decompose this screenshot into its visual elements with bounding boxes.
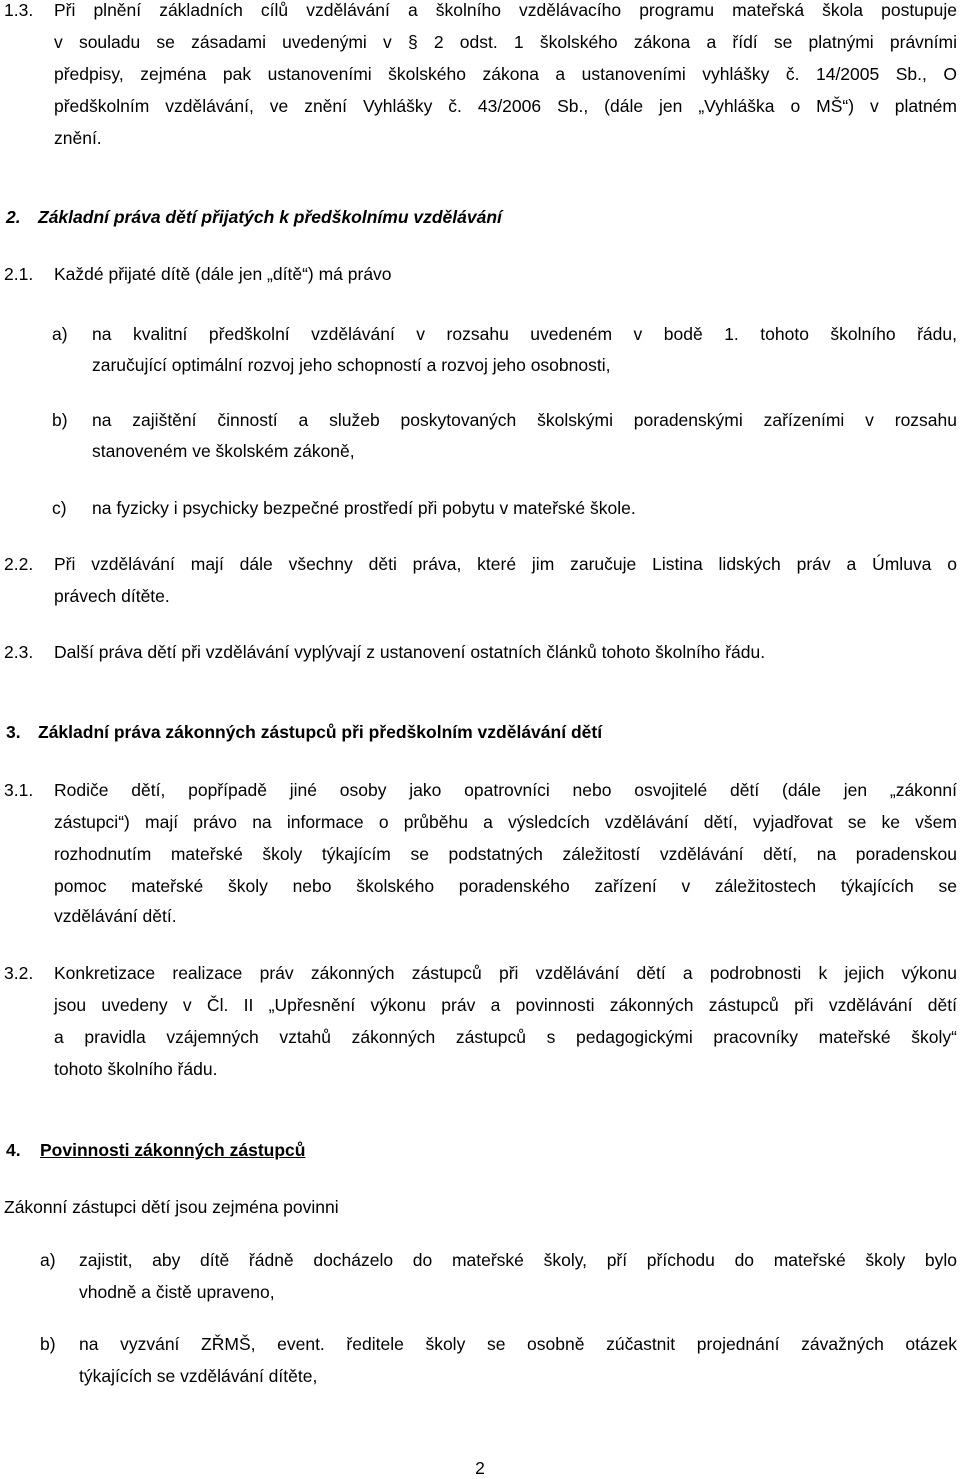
list-letter: c) [52,498,67,518]
paragraph-line: vzdělávání dětí. [54,906,177,926]
paragraph-line: Při vzdělávání mají dále všechny děti práva, které jim zaručuje Listina lidských práv a Úmluva o [54,554,957,574]
paragraph-line: rozhodnutím mateřské školy týkajícím se podstatných záležitostí vzdělávání dětí, na poradenskou [54,844,957,864]
page-number: 2 [475,1458,485,1478]
paragraph-line: zástupci“) mají právo na informace o průběhu a výsledcích vzdělávání dětí, vyjadřovat se ke všem [54,812,957,832]
section-number: 3.2. [4,963,34,983]
paragraph-line: znění. [54,128,102,148]
list-item-line: stanoveném ve školském zákoně, [92,441,355,461]
list-item-line: zaručující optimální rozvoj jeho schopností a rozvoj jeho osobnosti, [92,355,611,375]
paragraph-line: tohoto školního řádu. [54,1059,218,1079]
list-item-line: na vyzvání ZŘMŠ, event. ředitele školy se osobně zúčastnit projednání závažných otázek [79,1334,957,1354]
paragraph-line: předpisy, zejména pak ustanoveními školského zákona a ustanoveními vyhlášky č. 14/2005 Sb., O [54,64,957,84]
paragraph-line: pomoc mateřské školy nebo školského poradenského zařízení v záležitostech týkajících se [54,876,957,896]
section-number: 3.1. [4,780,34,800]
paragraph-line: v souladu se zásadami uvedenými v § 2 odst. 1 školského zákona a řídí se platnými právními [54,32,957,52]
heading-title: Základní práva zákonných zástupců při předškolním vzdělávání dětí [38,722,603,742]
section-number: 2.2. [4,554,34,574]
section-number: 2.1. [4,264,34,284]
paragraph-line: Konkretizace realizace práv zákonných zástupců při vzdělávání dětí a podrobnosti k jejich výkonu [54,963,957,983]
section-number: 1.3. [4,0,34,20]
heading-number: 3. [6,722,21,742]
paragraph-line: Při plnění základních cílů vzdělávání a školního vzdělávacího programu mateřská škola postupuje [54,0,957,20]
paragraph-line: jsou uvedeny v Čl. II „Upřesnění výkonu práv a povinnosti zákonných zástupců při vzdělávání dětí [54,995,957,1015]
paragraph-line: Rodiče dětí, popřípadě jiné osoby jako opatrovníci nebo osvojitelé dětí (dále jen „zákonní [54,780,957,800]
heading-title: Povinnosti zákonných zástupců [40,1140,306,1160]
heading-title: Základní práva dětí přijatých k předškolnímu vzdělávání [38,207,502,227]
paragraph-line: Další práva dětí při vzdělávání vyplývají z ustanovení ostatních článků tohoto školního řádu. [54,642,766,662]
heading-number: 2. [6,207,21,227]
paragraph-line: předškolním vzdělávání, ve znění Vyhlášky č. 43/2006 Sb., (dále jen „Vyhláška o MŠ“) v platném [54,96,957,116]
paragraph-line: Každé přijaté dítě (dále jen „dítě“) má právo [54,264,392,284]
list-item-line: na kvalitní předškolní vzdělávání v rozsahu uvedeném v bodě 1. tohoto školního řádu, [92,324,957,344]
list-letter: b) [40,1334,56,1354]
list-item-line: vhodně a čistě upraveno, [79,1282,275,1302]
list-item-line: na fyzicky i psychicky bezpečné prostředí při pobytu v mateřské škole. [92,498,636,518]
section-number: 2.3. [4,642,34,662]
list-item-line: týkajících se vzdělávání dítěte, [79,1366,318,1386]
list-letter: a) [40,1250,56,1270]
list-letter: a) [52,324,68,344]
list-item-line: na zajištění činností a služeb poskytovaných školskými poradenskými zařízeními v rozsahu [92,410,957,430]
paragraph-line: a pravidla vzájemných vztahů zákonných zástupců s pedagogickými pracovníky mateřské školy“ [54,1027,957,1047]
list-letter: b) [52,410,68,430]
paragraph-line: právech dítěte. [54,586,170,606]
list-item-line: zajistit, aby dítě řádně docházelo do mateřské školy, pří příchodu do mateřské školy bylo [79,1250,957,1270]
heading-number: 4. [6,1140,21,1160]
paragraph-line: Zákonní zástupci dětí jsou zejména povinni [4,1197,339,1217]
